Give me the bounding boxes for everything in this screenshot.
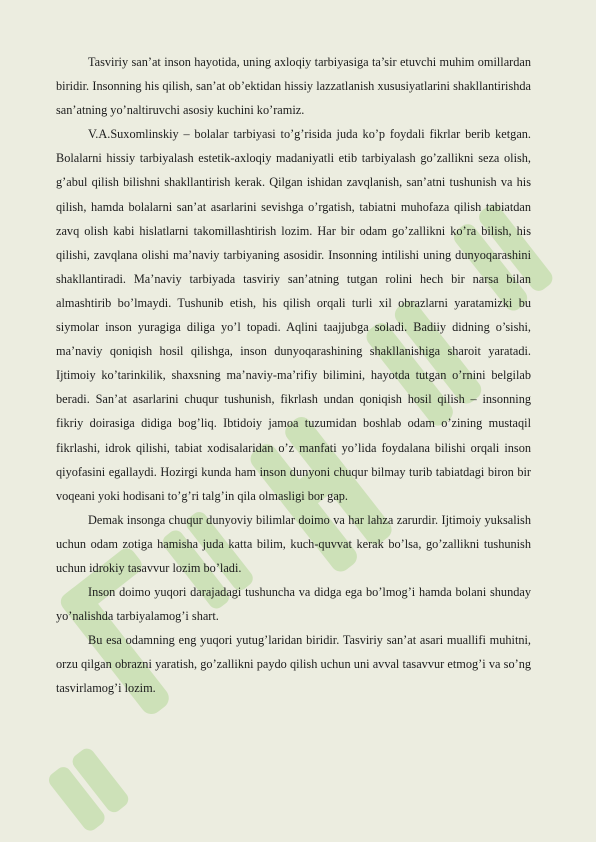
document-page	[56, 50, 531, 701]
paragraph-1: Tasviriy san’at inson hayotida, uning axloqiy tarbiyasiga ta’sir etuvchi muhim omillardan biridir. Insonning his qilish, san’at ob’ektidan hissiy lazzatlanish xususiyatlarini shakllantirishda san’atning yo’naltiruvchi asosiy kuchini ko’ramiz.	[56, 55, 531, 118]
paragraph-3: Demak insonga chuqur dunyoviy bilimlar doimo va har lahza zarurdir. Ijtimoiy yuksalish uchun odam zotiga hamisha juda katta bilim, kuch-quvvat kerak bo’lsa, go’zallikni tushunish uchun idrokiy tasavvur lozim bo’ladi.	[56, 512, 531, 575]
paragraph-5: Bu esa odamning eng yuqori yutug’laridan biridir. Tasviriy san’at asari muallifi muhitni, orzu qilgan obrazni yaratish, go’zallikni paydo qilish uchun uni avval tasavvur etmog’i va so’ng tasvirlamog’i lozim.	[56, 633, 531, 696]
paragraph-2: V.A.Suxomlinskiy – bolalar tarbiyasi to’g’risida juda ko’p foydali fikrlar berib ketgan. Bolalarni hissiy tarbiyalash estetik-axloqiy madaniyatli etib tarbiyalash go’zallikni seza olish, g’abul qilish bilishni shakllantirish kerak. Qilgan ishidan zavqlanish, san’atni tushunish va his qilish, hamda bolalarni san’at asarlarini sevishga o’rgatish, tabiatni muhofaza qilish tabiatdan zavq olish kabi hislatlarni takomillashtirish lozim. Har bir odam go’zallikni ko’ra bilish, his qilishi, zavqlana olishi ma’naviy tarbiyaning asosidir. Insonning intilishi uning dunyoqarashini shakllantiradi. Ma’naviy tarbiyada tasviriy san’atning tutgan rolini hech bir narsa bilan almashtirib bo’lmaydi. Tushunib etish, his qilish orqali turli xil obrazlarni yaratamizki bu siymolar inson yuragiga diliga yo’l topadi. Aqlini taajjubga soladi. Badiiy didning o’sishi, ma’naviy qoniqish hosil qilishga, inson dunyoqarashining shakllanishiga sharoit yaratadi. Ijtimoiy ko’tarinkilik, shaxsning ma’naviy-ma’rifiy bilimini, hayotda tutgan o’rnini belgilab beradi. San’at asarlarini chuqur tushunish, fikrlash undan qoniqish hosil qilish – insonning fikriy doirasiga didiga bog’liq. Ibtidoiy jamoa tuzumidan boshlab odam o’zining mustaqil fikrlashi, idrok qilishi, tabiat xodisalaridan o’z manfati yo’lida foydalana bilishi orqali inson qiyofasini egallaydi. Hozirgi kunda ham inson dunyoni chuqur bilmay turib tabiatdagi biron bir voqeani yoki hodisani to’g’ri talg’in qila olmasligi bor gap.	[56, 127, 531, 503]
paragraph-4: Inson doimo yuqori darajadagi tushuncha va didga ega bo’lmog’i hamda bolani shunday yo’nalishda tarbiyalamog’i shart.	[56, 585, 531, 624]
